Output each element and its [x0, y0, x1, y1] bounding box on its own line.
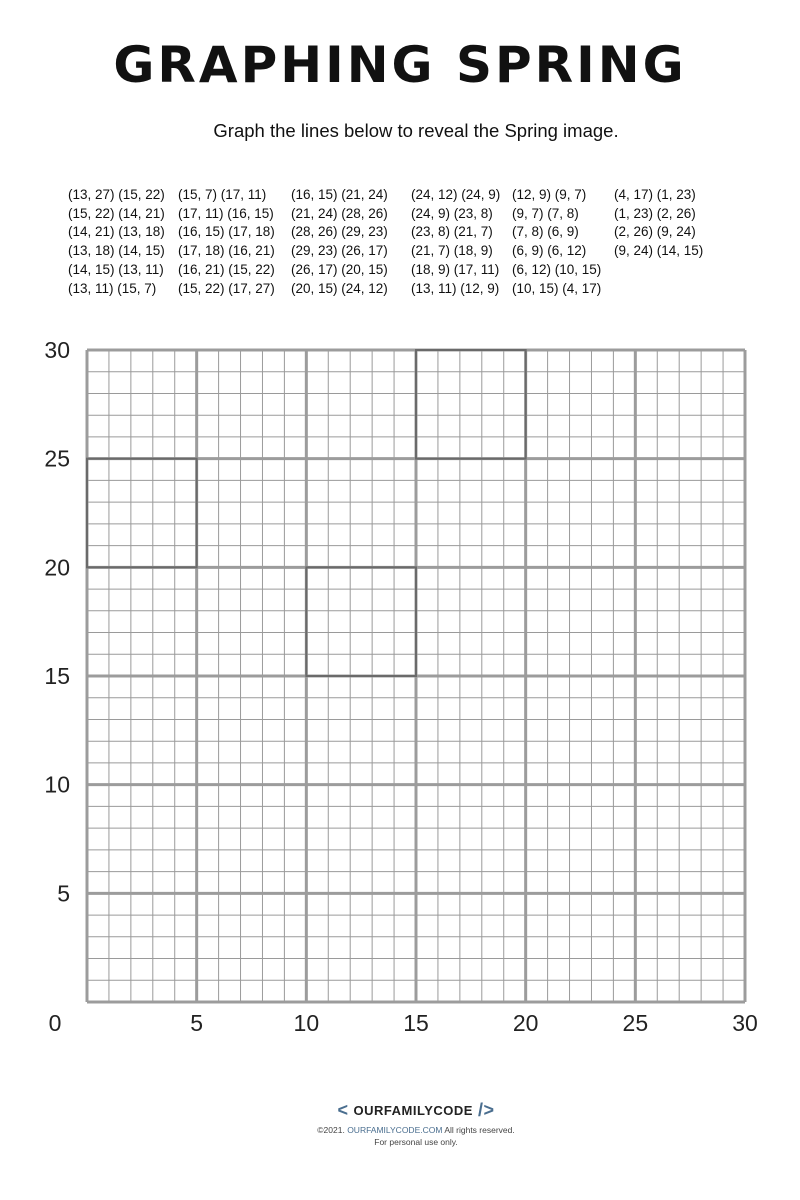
coordinate-pair: (17, 18) (16, 21) [178, 243, 275, 259]
y-tick-label: 30 [44, 337, 70, 363]
coordinate-pair: (14, 15) (13, 11) [68, 261, 164, 277]
coordinate-pair: (29, 23) (26, 17) [291, 243, 388, 259]
x-tick-label: 15 [403, 1010, 429, 1036]
y-tick-label: 25 [44, 445, 70, 472]
coordinate-pair: (13, 11) (12, 9) [411, 280, 500, 296]
x-tick-label: 10 [293, 1010, 320, 1036]
page-subtitle: Graph the lines below to reveal the Spring image. [213, 120, 619, 141]
x-tick-label: 25 [622, 1010, 649, 1036]
coordinate-pair: (1, 23) (2, 26) [614, 205, 696, 221]
page-title: GRAPHING SPRING [113, 36, 687, 94]
footer [0, 1100, 800, 1147]
coordinate-pair: (21, 7) (18, 9) [411, 243, 493, 259]
coordinate-pair: (28, 26) (29, 23) [291, 224, 388, 240]
coordinate-pair: (9, 7) (7, 8) [512, 205, 579, 221]
highlighted-cell [416, 350, 526, 459]
x-tick-label: 0 [48, 1010, 62, 1036]
coordinate-pair: (4, 17) (1, 23) [614, 187, 696, 202]
coordinate-pair: (2, 26) (9, 24) [614, 224, 696, 240]
coordinate-pair: (6, 9) (6, 12) [512, 243, 587, 259]
coordinate-pair: (15, 22) (14, 21) [68, 205, 165, 221]
coordinate-pair: (21, 24) (28, 26) [291, 205, 388, 221]
copyright-year: ©2021. [317, 1125, 345, 1135]
code-bracket-right-icon: /> [477, 1100, 495, 1120]
coordinate-pair: (13, 11) (15, 7) [68, 280, 157, 296]
copyright-line [0, 1125, 800, 1135]
coordinate-pair: (26, 17) (20, 15) [291, 261, 388, 277]
y-tick-label: 5 [57, 880, 70, 907]
y-tick-label: 20 [44, 554, 70, 581]
coordinate-pair: (17, 11) (16, 15) [178, 205, 274, 221]
brand-name: OURFAMILYCODE [353, 1103, 473, 1118]
highlighted-cell [87, 459, 197, 568]
x-tick-label: 5 [190, 1010, 204, 1036]
coordinate-pair: (13, 18) (14, 15) [68, 243, 165, 259]
coordinate-pair: (18, 9) (17, 11) [411, 261, 500, 277]
x-tick-label: 30 [732, 1010, 758, 1036]
coordinate-pair: (13, 27) (15, 22) [68, 187, 165, 202]
brand-logo[interactable] [338, 1100, 495, 1121]
x-tick-label: 20 [512, 1010, 539, 1036]
coordinate-pair: (15, 22) (17, 27) [178, 280, 275, 296]
coordinate-pair: (16, 21) (15, 22) [178, 261, 275, 277]
coordinate-pair: (9, 24) (14, 15) [614, 243, 704, 259]
personal-use-note: For personal use only. [374, 1137, 458, 1147]
highlighted-cell [306, 567, 416, 676]
coordinate-pair: (6, 12) (10, 15) [512, 261, 602, 277]
y-tick-label: 15 [44, 663, 70, 689]
coordinate-pair: (7, 8) (6, 9) [512, 224, 579, 240]
coordinate-pair: (20, 15) (24, 12) [291, 280, 388, 296]
rights-text: All rights reserved. [444, 1125, 515, 1135]
site-link[interactable]: OURFAMILYCODE.COM [347, 1125, 443, 1135]
coordinate-pair: (16, 15) (17, 18) [178, 224, 275, 240]
coordinate-pair: (16, 15) (21, 24) [291, 187, 388, 202]
coordinate-pair: (14, 21) (13, 18) [68, 224, 165, 240]
y-tick-label: 10 [44, 771, 70, 798]
coordinate-pair: (23, 8) (21, 7) [411, 224, 493, 240]
coordinate-pair: (15, 7) (17, 11) [178, 187, 267, 202]
coordinate-pair: (10, 15) (4, 17) [512, 280, 602, 296]
code-bracket-left-icon: < [337, 1100, 349, 1120]
coordinate-pair: (12, 9) (9, 7) [512, 187, 587, 202]
coordinate-pair: (24, 12) (24, 9) [411, 187, 501, 202]
coordinate-pair: (24, 9) (23, 8) [411, 205, 493, 221]
